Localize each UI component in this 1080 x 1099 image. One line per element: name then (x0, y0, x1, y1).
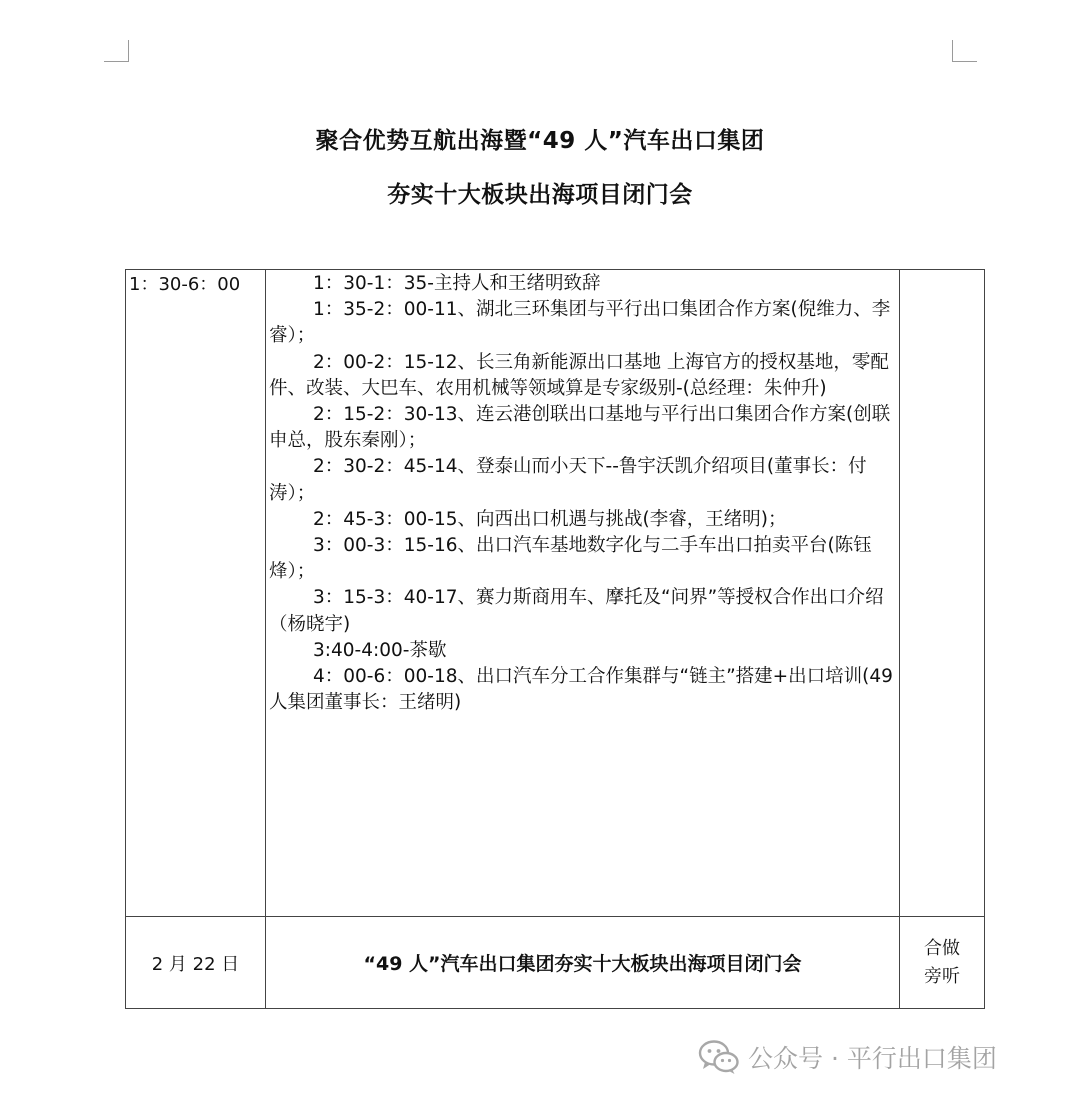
watermark-text: 公众号 · 平行出口集团 (748, 1044, 997, 1073)
document-title-line-1: 聚合优势互航出海暨“49 人”汽车出口集团 (315, 128, 765, 154)
schedule-item: 2：30-2：45-14、登泰山而小天下--鲁宇沃凯介绍项目(董事长：付涛）； (269, 456, 867, 504)
schedule-item: 1：30-1：35-主持人和王绪明致辞 (313, 273, 601, 294)
document-title-line-2: 夯实十大板块出海项目闭门会 (387, 182, 693, 208)
note-line: 旁听 (924, 965, 960, 987)
watermark (698, 1036, 997, 1078)
schedule-item: 2：45-3：00-15、向西出口机遇与挑战(李睿，王绪明)； (313, 508, 787, 530)
schedule-item: 3:40-4:00-茶歇 (313, 639, 447, 661)
note-cell-empty (900, 270, 985, 917)
note-cell (900, 917, 985, 1009)
schedule-item: 4：00-6：00-18、出口汽车分工合作集群与“链主”搭建+出口培训(49人集团董事长：王绪明) (269, 666, 893, 714)
note-line: 合做 (924, 937, 960, 959)
schedule-item: 1：35-2：00-11、湖北三环集团与平行出口集团合作方案(倪维力、李睿）； (269, 299, 891, 347)
wechat-icon (698, 1038, 740, 1076)
crop-mark-top-left (104, 40, 129, 62)
schedule-item: 3：00-3：15-16、出口汽车基地数字化与二手车出口拍卖平台(陈钰烽）； (269, 535, 872, 583)
schedule-cell (266, 270, 900, 917)
agenda-table (125, 269, 985, 1009)
date-cell: 2 月 22 日 (126, 917, 266, 1009)
time-range: 1：30-6：00 (129, 274, 241, 295)
schedule-items (266, 270, 899, 716)
schedule-item: 3：15-3：40-17、赛力斯商用车、摩托及“问界”等授权合作出口介绍（杨晓宇) (269, 587, 884, 635)
crop-mark-top-right (952, 40, 977, 62)
schedule-item: 2：15-2：30-13、连云港创联出口基地与平行出口集团合作方案(创联申总，股东秦刚）； (269, 404, 891, 452)
agenda-row-session (126, 917, 985, 1009)
time-cell (126, 270, 266, 917)
agenda-row-schedule (126, 270, 985, 917)
session-title: “49 人”汽车出口集团夯实十大板块出海项目闭门会 (266, 917, 900, 1009)
schedule-item: 2：00-2：15-12、长三角新能源出口基地 上海官方的授权基地，零配件、改装、大巴车、农用机械等领域算是专家级别-(总经理：朱仲升) (269, 351, 889, 399)
